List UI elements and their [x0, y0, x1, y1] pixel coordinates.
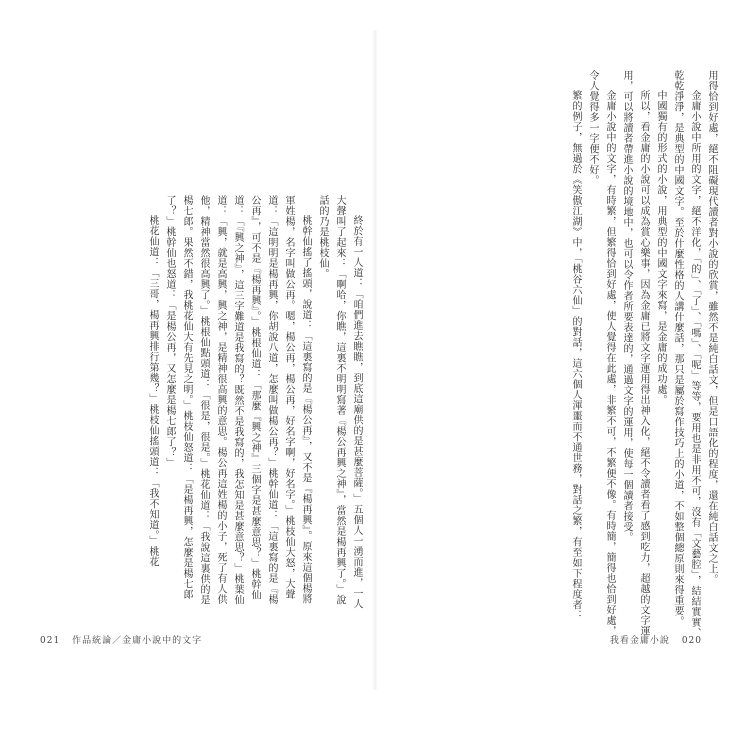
right-paragraph-6: 繁的例子，無過於《笑傲江湖》中，「桃谷六仙」的對話，這六個人渾噩而不通世務，對話之繁，有至如下程度者：	[570, 90, 581, 621]
right-paragraph-4: 所以，看金庸的小說可以成為賞心樂事，因為金庸已將文字運用得出神入化，絕不令讀者看了感到吃力，超越的文字運用，可以將讀者帶進小說的境地中，也可以令作者所要表達的，通過文字的運用，使每一個讀者接受。	[621, 70, 649, 636]
right-paragraph-5: 金庸小說中的文字，有時繁，但繁得恰到好處，使人覺得在此處，非繁不可，不繁便不像。有時簡，簡得也恰到好處，令人覺得多一字便不好。	[587, 70, 615, 636]
left-page	[30, 30, 360, 690]
left-paragraph-1: 終於有一人道：「咱們進去瞧瞧，到底這廟供的是甚麼菩薩。」五個人一湧而進，一人大聲叫了起來：「啊哈，你瞧，這裏不明明寫著『楊公再興之神』，當然是楊再興了。」說話的乃是桃枝仙。	[317, 195, 362, 609]
right-paragraph-3: 中國獨有的形式的小說，用典型的中國文字來寫，是金庸的成功處。	[655, 90, 666, 405]
left-page-number: 021	[40, 636, 61, 646]
book-gutter	[372, 30, 378, 690]
right-paragraph-1: 用得恰到好處，絕不阻礙現代讀者對小說的欣賞，雖然不是純白話文，但是口語化的程度，還在純白話文之上。	[706, 70, 717, 585]
right-page-footer	[602, 633, 702, 646]
right-paragraph-2: 金庸小說中所用的文字，絕不洋化，「的」、「了」、「嗎」、「呢」等等，要用也是非用不可，沒有「文藝腔」，結結實實、乾乾淨淨，是典型的中國文字。至於什麼性格的人講什麼話，那只是屬於寫作技巧上的小道，不如整個總原則來得重要。	[672, 70, 700, 638]
right-page-number: 020	[681, 636, 702, 646]
right-page	[390, 30, 720, 690]
left-page-footer	[40, 633, 210, 646]
left-page-body	[45, 195, 365, 610]
left-paragraph-2: 桃幹仙搖了搖頭，說道：「這裏寫的是『楊公再』，又不是『楊再興』。原來這個楊將軍姓楊，名字叫做公再。嗯，楊公再，楊公再，好名字啊，好名字。」桃枝仙大怒，大聲道：「這明明是楊再興，你胡說八道，怎麼叫做楊公再？」桃幹仙道：「這裏寫的是『楊公再』，可不是『楊再興』。」桃根仙道：「那麼『興之神』三個字是甚麼意思？」桃幹仙道：「『興之神』，這三字難道是我寫的？既然不是我寫的，我怎知是甚麼意思？」桃葉仙道：「興，就是高興，興之神，是精神很高興的意思。楊公再這姓楊的小子，死了有人供他，精神當然很高興了。」桃根仙點頭道：「很是，很是。」桃花仙道：「我說這裏供的是楊七郎。果然不錯，我桃花仙大有先見之明。」桃枝仙怒道：「是楊再興，怎麼是楊七郎了？」桃幹仙也怒道：「是楊公再，又怎麼是楊七郎了？」	[164, 195, 311, 605]
left-running-title: 作品統論／金庸小說中的文字	[72, 636, 203, 646]
right-page-body	[400, 70, 720, 645]
right-running-title: 我看金庸小說	[609, 636, 670, 646]
left-paragraph-3: 桃花仙道：「三哥，楊再興排行第幾？」桃枝仙搖頭道：「我不知道。」桃花	[147, 215, 158, 567]
